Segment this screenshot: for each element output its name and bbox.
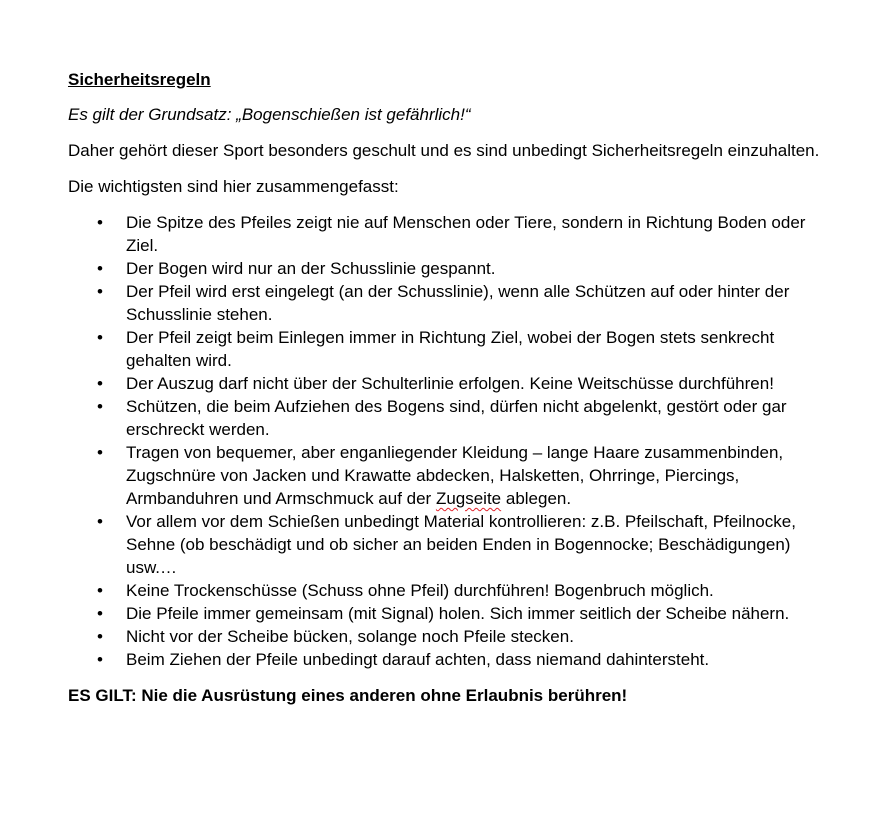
bullet-icon: •: [97, 282, 103, 301]
bullet-icon: •: [97, 397, 103, 416]
list-item: [68, 648, 824, 671]
bullet-icon: •: [97, 581, 103, 600]
list-item: [68, 280, 824, 326]
rule-text: Der Bogen wird nur an der Schusslinie gespannt.: [126, 259, 496, 278]
closing-statement: ES GILT: Nie die Ausrüstung eines anderen ohne Erlaubnis berühren!: [68, 686, 628, 705]
rule-text: Beim Ziehen der Pfeile unbedingt darauf achten, dass niemand dahintersteht.: [126, 650, 710, 669]
rule-text: Keine Trockenschüsse (Schuss ohne Pfeil) durchführen! Bogenbruch möglich.: [126, 581, 714, 600]
rule-text: Der Auszug darf nicht über der Schulterlinie erfolgen. Keine Weitschüsse durchführen!: [126, 374, 774, 393]
list-item: [68, 211, 824, 257]
document-title: Sicherheitsregeln: [68, 70, 211, 89]
list-item: [68, 326, 824, 372]
list-item: [68, 579, 824, 602]
document-subtitle: Es gilt der Grundsatz: „Bogenschießen ist gefährlich!“: [68, 105, 471, 124]
list-item: [68, 372, 824, 395]
rule-text: Der Pfeil zeigt beim Einlegen immer in Richtung Ziel, wobei der Bogen stets senkrecht gehalten wird.: [126, 328, 775, 370]
bullet-icon: •: [97, 213, 103, 232]
bullet-icon: •: [97, 443, 103, 462]
list-item: [68, 395, 824, 441]
bullet-icon: •: [97, 604, 103, 623]
rule-text: [126, 443, 783, 508]
bullet-icon: •: [97, 627, 103, 646]
rule-text: Die Spitze des Pfeiles zeigt nie auf Menschen oder Tiere, sondern in Richtung Boden oder Ziel.: [126, 213, 806, 255]
bullet-icon: •: [97, 650, 103, 669]
rules-list: [68, 211, 824, 671]
bullet-icon: •: [97, 259, 103, 278]
list-item: [68, 602, 824, 625]
rule-text: Die Pfeile immer gemeinsam (mit Signal) holen. Sich immer seitlich der Scheibe nähern.: [126, 604, 790, 623]
rule-text: Schützen, die beim Aufziehen des Bogens sind, dürfen nicht abgelenkt, gestört oder gar erschreckt werden.: [126, 397, 787, 439]
rule-text: Der Pfeil wird erst eingelegt (an der Schusslinie), wenn alle Schützen auf oder hinter der Schusslinie stehen.: [126, 282, 790, 324]
list-item: [68, 625, 824, 648]
list-item: [68, 441, 824, 510]
summary-paragraph: Die wichtigsten sind hier zusammengefasst:: [68, 177, 399, 196]
intro-paragraph: Daher gehört dieser Sport besonders geschult und es sind unbedingt Sicherheitsregeln einzuhalten.: [68, 141, 820, 160]
bullet-icon: •: [97, 374, 103, 393]
list-item: [68, 510, 824, 579]
rule-text-before: Tragen von bequemer, aber enganliegender Kleidung – lange Haare zusammenbinden, Zugschnüre von Jacken und Krawatte abdecken, Halsketten, Ohrringe, Piercings, Armbanduhren und Armschmuck auf der: [126, 443, 784, 508]
bullet-icon: •: [97, 512, 103, 531]
list-item: [68, 257, 824, 280]
rule-text: Nicht vor der Scheibe bücken, solange noch Pfeile stecken.: [126, 627, 574, 646]
rule-text: Vor allem vor dem Schießen unbedingt Material kontrollieren: z.B. Pfeilschaft, Pfeilnocke, Sehne (ob beschädigt und ob sicher an beiden Enden in Bogennocke; Beschädigungen) usw.…: [126, 512, 796, 577]
bullet-icon: •: [97, 328, 103, 347]
spellcheck-flagged-word[interactable]: Zugseite: [435, 489, 502, 508]
rule-text-after: ablegen.: [501, 489, 572, 508]
